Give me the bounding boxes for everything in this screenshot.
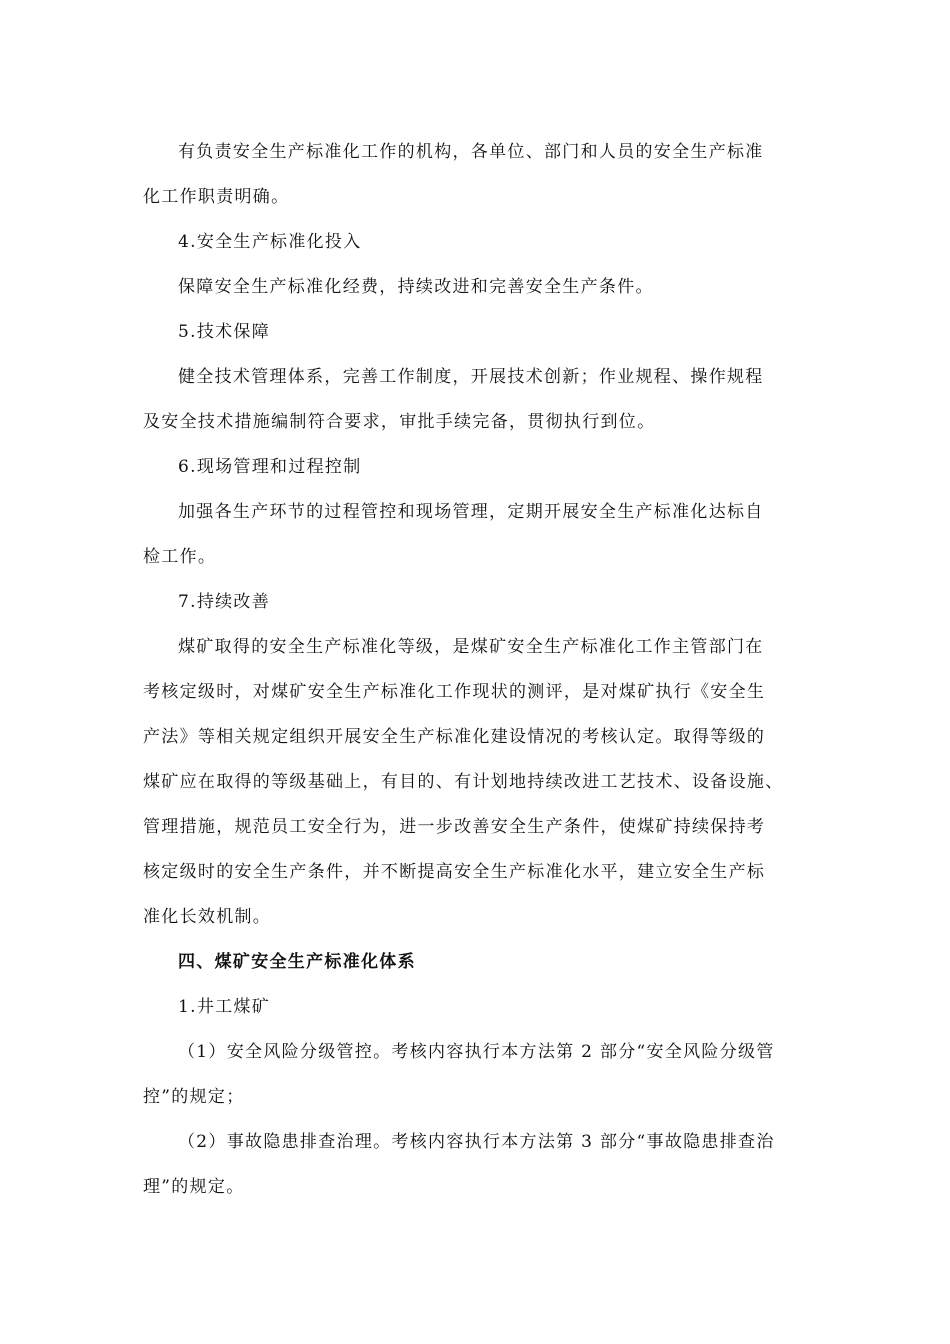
paragraph-line: 保障安全生产标准化经费，持续改进和完善安全生产条件。 [178,277,654,297]
paragraph-line: 准化长效机制。 [143,907,272,927]
paragraph-line: 加强各生产环节的过程管控和现场管理，定期开展安全生产标准化达标自 [178,502,764,522]
subsection-heading: 5.技术保障 [178,322,271,342]
section-heading: 四、煤矿安全生产标准化体系 [178,952,416,972]
paragraph-line: 煤矿取得的安全生产标准化等级，是煤矿安全生产标准化工作主管部门在 [178,637,764,657]
paragraph-line: （1）安全风险分级管控。考核内容执行本方法第 2 部分“安全风险分级管 [178,1042,775,1062]
paragraph-line: 管理措施，规范员工安全行为，进一步改善安全生产条件，使煤矿持续保持考 [143,817,766,837]
paragraph-line: 有负责安全生产标准化工作的机构，各单位、部门和人员的安全生产标准 [178,142,764,162]
subsection-heading: 6.现场管理和过程控制 [178,457,362,477]
paragraph-line: 理”的规定。 [143,1177,245,1197]
paragraph-line: 健全技术管理体系，完善工作制度，开展技术创新；作业规程、操作规程 [178,367,764,387]
subsection-heading: 1.井工煤矿 [178,997,271,1017]
document-body [143,130,813,1210]
paragraph-line: 及安全技术措施编制符合要求，审批手续完备，贯彻执行到位。 [143,412,656,432]
paragraph-line: 考核定级时，对煤矿安全生产标准化工作现状的测评，是对煤矿执行《安全生 [143,682,766,702]
paragraph-line: 化工作职责明确。 [143,187,290,207]
paragraph-line: 控”的规定； [143,1087,245,1107]
paragraph-line: 煤矿应在取得的等级基础上，有目的、有计划地持续改进工艺技术、设备设施、 [143,772,784,792]
paragraph-line: 产法》等相关规定组织开展安全生产标准化建设情况的考核认定。取得等级的 [143,727,766,747]
subsection-heading: 4.安全生产标准化投入 [178,232,362,252]
paragraph-line: 核定级时的安全生产条件，并不断提高安全生产标准化水平，建立安全生产标 [143,862,766,882]
subsection-heading: 7.持续改善 [178,592,271,612]
paragraph-line: 检工作。 [143,547,217,567]
paragraph-line: （2）事故隐患排查治理。考核内容执行本方法第 3 部分“事故隐患排查治 [178,1132,775,1152]
